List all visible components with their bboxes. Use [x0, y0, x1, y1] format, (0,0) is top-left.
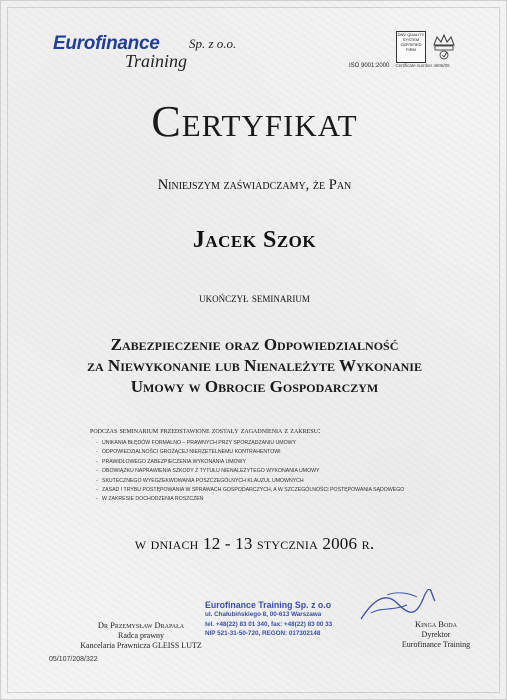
- eurofinance-logo: [53, 33, 237, 73]
- signature-right: [381, 619, 491, 651]
- quality-seal: [396, 31, 468, 65]
- issue-item: - ODPOWIEDZIALNOŚCI GROŻĄCEJ NIERZETELNEMU KONTRAHENTOWI: [102, 448, 450, 457]
- seminar-dates: w dniach 12 - 13 stycznia 2006 r.: [134, 534, 375, 553]
- signatory-name: Kinga Boda: [415, 619, 457, 629]
- issues-list: [90, 439, 450, 505]
- signatory-role: Radca prawny: [118, 630, 164, 640]
- intro-text: Niniejszym zaświadczamy, że Pan: [157, 177, 352, 193]
- issues-section: [90, 425, 450, 505]
- iso-standard: ISO 9001:2000: [349, 63, 390, 69]
- recipient-name: Jacek Szok: [192, 227, 317, 253]
- certificate-title: Certyfikat: [151, 97, 358, 146]
- issue-item: - W ZAKRESIE DOCHODZENIA ROSZCZEŃ: [102, 495, 450, 504]
- signatory-org: Eurofinance Training: [401, 640, 471, 649]
- stamp-address: ul. Chałubińskiego 8, 00-613 Warszawa: [205, 611, 322, 618]
- stamp-ids: NIP 521-31-50-720, REGON: 017302148: [205, 630, 321, 637]
- quality-system-badge: DNV QUALITY SYSTEM CERTIFIED FIRM: [396, 31, 426, 63]
- completion-text: ukończył seminarium: [199, 290, 310, 305]
- reference-number: 05/107/208/322: [49, 656, 98, 663]
- signatory-org: Kancelaria Prawnicza GLEISS LUTZ: [80, 641, 202, 650]
- stamp-company: Eurofinance Training Sp. z o.o: [205, 600, 332, 610]
- issues-heading: podczas seminarium przedstawione zostały zagadnienia z zakresu:: [90, 425, 321, 435]
- issue-item: - PRAWIDŁOWEGO ZABEZPIECZENIA WYKONANIA UMOWY: [102, 458, 450, 467]
- topic-line: za Niewykonanie lub Nienależyte Wykonanie: [87, 356, 422, 375]
- stamp-phones: tel. +48(22) 83 01 340, fax: +48(22) 83 00 33: [205, 620, 333, 628]
- signatory-name: Dr Przemysław Drapała: [97, 620, 185, 630]
- logo-main-text: Eurofinance: [53, 33, 160, 54]
- logo-company-form: Sp. z o.o.: [189, 36, 237, 51]
- topic-line: Umowy w Obrocie Gospodarczym: [130, 377, 379, 396]
- issue-item: - UNIKANIA BŁĘDÓW FORMALNO – PRAWNYCH PRZY SPORZĄDZANIU UMOWY: [102, 439, 450, 448]
- issue-item: - ZASAD I TRYBU POSTĘPOWANIA W SPRAWACH GOSPODARCZYCH, A W SZCZEGÓLNOŚCI POSTĘPOWANIA SĄDOWEGO: [102, 486, 450, 495]
- iso-cert-number: Certificate number 4606/05: [395, 63, 450, 68]
- topic-line: Zabezpieczenie oraz Odpowiedzialność: [110, 335, 399, 354]
- iso-certification: [349, 63, 450, 69]
- issue-item: - OBOWIĄZKU NAPRAWIENIA SZKODY Z TYTUŁU NIENALEŻYTEGO WYKONANIA UMOWY: [102, 467, 450, 476]
- signature-left: [61, 620, 221, 652]
- seminar-topic: [1, 334, 507, 397]
- signatory-role: Dyrektor: [421, 629, 451, 639]
- company-stamp: [205, 600, 375, 639]
- logo-training-text: Training: [125, 51, 188, 71]
- ukas-crown-icon: [430, 31, 458, 61]
- issue-item: - SKUTECZNEGO WYEGZEKWOWANIA POSZCZEGÓLNYCH KLAUZUL UMOWNYCH: [102, 477, 450, 486]
